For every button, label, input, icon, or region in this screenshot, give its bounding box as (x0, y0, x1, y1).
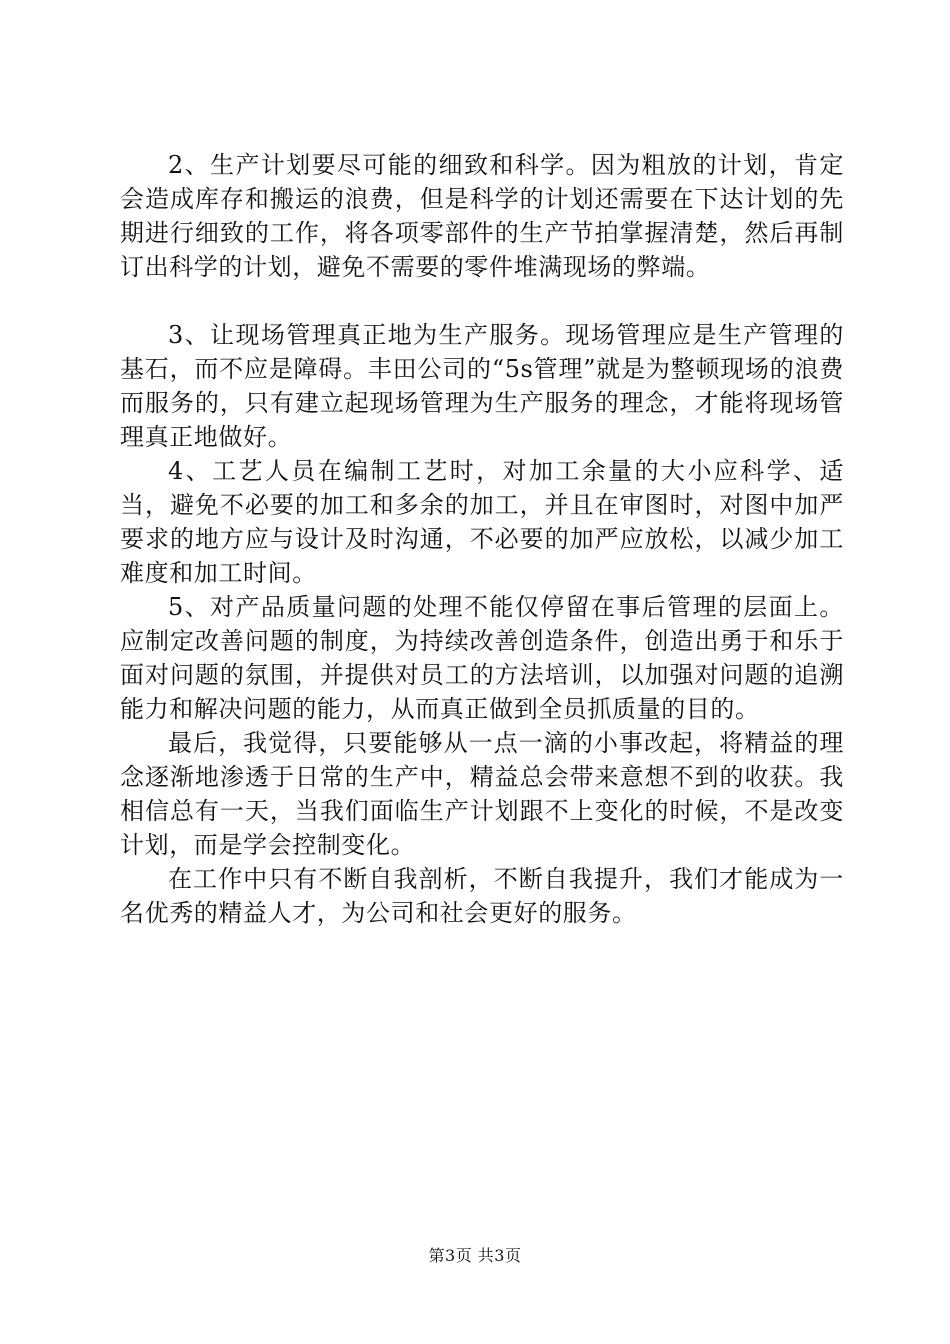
paragraph-item-2: 2、生产计划要尽可能的细致和科学。因为粗放的计划，肯定会造成库存和搬运的浪费，但是科学的计划还需要在下达计划的先期进行细致的工作，将各项零部件的生产节拍掌握清楚，然后再制订出科学的计划，避免不需要的零件堆满现场的弊端。 (120, 151, 844, 281)
paragraph-conclusion: 最后，我觉得，只要能够从一点一滴的小事改起，将精益的理念逐渐地渗透于日常的生产中，精益总会带来意想不到的收获。我相信总有一天，当我们面临生产计划跟不上变化的时候，不是改变计划，而是学会控制变化。 (120, 729, 844, 859)
paragraph-item-5: 5、对产品质量问题的处理不能仅停留在事后管理的层面上。应制定改善问题的制度，为持续改善创造条件，创造出勇于和乐于面对问题的氛围，并提供对员工的方法培训，以加强对问题的追溯能力和解决问题的能力，从而真正做到全员抓质量的目的。 (120, 593, 844, 723)
document-body (120, 148, 844, 930)
page-number-footer: 第3页 共3页 (428, 1246, 522, 1265)
paragraph-item-3: 3、让现场管理真正地为生产服务。现场管理应是生产管理的基石，而不应是障碍。丰田公司的“5s管理”就是为整顿现场的浪费而服务的，只有建立起现场管理为生产服务的理念，才能将现场管理真正地做好。 (120, 321, 844, 451)
paragraph-item-4: 4、工艺人员在编制工艺时，对加工余量的大小应科学、适当，避免不必要的加工和多余的加工，并且在审图时，对图中加严要求的地方应与设计及时沟通，不必要的加严应放松，以减少加工难度和加工时间。 (120, 457, 844, 587)
paragraph-closing: 在工作中只有不断自我剖析，不断自我提升，我们才能成为一名优秀的精益人才，为公司和社会更好的服务。 (120, 865, 844, 927)
